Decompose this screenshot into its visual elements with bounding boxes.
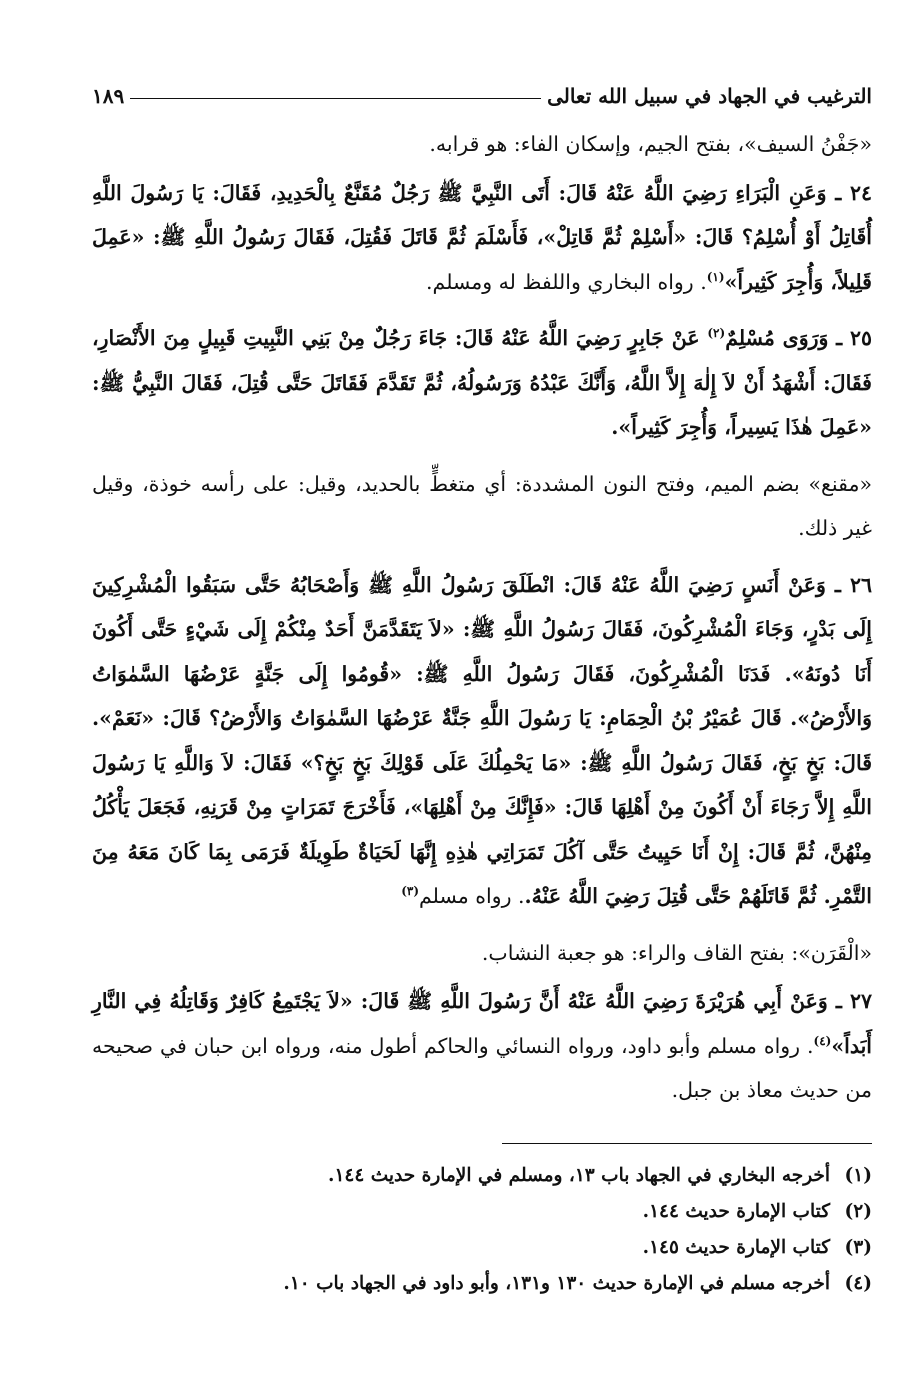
footnote-ref-4: (٤) (813, 1033, 832, 1048)
hadith-24 (92, 171, 872, 305)
book-page (92, 64, 872, 1302)
hadith-26 (92, 563, 872, 919)
footnote-ref-3: (٣) (401, 884, 420, 899)
footnote-text: كتاب الإمارة حديث ١٤٤. (642, 1200, 830, 1222)
hadith-26-text: ٢٦ ـ وَعَنْ أَنَسٍ رَضِيَ اللَّهُ عَنْهُ قَالَ: انْطَلَقَ رَسُولُ اللَّهِ ﷺ وَأَصْحَابُهُ حَتَّى سَبَقُوا الْمُشْرِكِينَ إِلَى بَدْرٍ، وَجَاءَ الْمُشْرِكُونَ، فَقَالَ رَسُولُ اللَّهِ ﷺ: «لاَ يَتَقَدَّمَنَّ أَحَدٌ مِنْكُمْ إِلَى شَيْءٍ حَتَّى أَكُونَ أَنَا دُونَهُ». فَدَنَا الْمُشْرِكُونَ، فَقَالَ رَسُولُ اللَّهِ ﷺ: «قُومُوا إِلَى جَنَّةٍ عَرْضُهَا السَّمٰوَاتُ وَالأَرْضُ». قَالَ عُمَيْرُ بْنُ الْحِمَامِ: يَا رَسُولَ اللَّهِ جَنَّةٌ عَرْضُهَا السَّمٰوَاتُ وَالأَرْضُ؟ قَالَ: «نَعَمْ». قَالَ: بَخٍ بَخٍ، فَقَالَ رَسُولُ اللَّهِ ﷺ: «مَا يَحْمِلُكَ عَلَى قَوْلِكَ بَخٍ بَخٍ؟» فَقَالَ: لاَ وَاللَّهِ يَا رَسُولَ اللَّهِ إِلاَّ رَجَاءَ أَنْ أَكُونَ مِنْ أَهْلِهَا قَالَ: «فَإِنَّكَ مِنْ أَهْلِهَا»، فَأَخْرَجَ تَمَرَاتٍ مِنْ قَرَنِهِ، فَجَعَلَ يَأْكُلُ مِنْهُنَّ، ثُمَّ قَالَ: إِنْ أَنَا حَيِيتُ حَتَّى آكُلَ تَمَرَاتِي هٰذِهِ إِنَّهَا لَحَيَاةٌ طَوِيلَةٌ فَرَمَى بِمَا كَانَ مَعَهُ مِنَ التَّمْرِ. ثُمَّ قَاتَلَهُمْ حَتَّى قُتِلَ رَضِيَ اللَّهُ عَنْهُ. (92, 572, 873, 908)
header-title: الترغيب في الجهاد في سبيل الله تعالى (547, 84, 872, 108)
hadith-24-text: ٢٤ ـ وَعَنِ الْبَرَاءِ رَضِيَ اللَّهُ عَنْهُ قَالَ: أَتَى النَّبِيَّ ﷺ رَجُلٌ مُقَنَّعٌ بِالْحَدِيدِ، فَقَالَ: يَا رَسُولَ اللَّهِ أُقَاتِلُ أَوْ أُسْلِمُ؟ قَالَ: «أَسْلِمْ ثُمَّ قَاتِلْ»، فَأَسْلَمَ ثُمَّ قَاتَلَ فَقُتِلَ، فَقَالَ رَسُولُ اللَّهِ ﷺ: «عَمِلَ قَلِيلاً، وَأُجِرَ كَثِيراً» (92, 180, 872, 294)
hadith-24-source: . رواه البخاري واللفظ له ومسلم. (426, 269, 707, 294)
footnote-number: (٢) (844, 1200, 872, 1222)
footnote-item (92, 1158, 872, 1194)
note-muqanna (92, 462, 872, 551)
header-rule (130, 98, 541, 99)
hadith-27-text: ٢٧ ـ وَعَنْ أَبِي هُرَيْرَةَ رَضِيَ اللَّهُ عَنْهُ أَنَّ رَسُولَ اللَّهِ ﷺ قَالَ: «لاَ يَجْتَمِعُ كَافِرٌ وَقَاتِلُهُ فِي النَّارِ أَبَداً» (92, 989, 872, 1058)
hadith-27-source: . رواه مسلم وأبو داود، ورواه النسائي والحاكم أطول منه، ورواه ابن حبان في صحيحه من حديث معاذ بن جبل. (92, 1033, 872, 1102)
hadith-25-text: ٢٥ ـ وَرَوَى مُسْلِمٌ (725, 326, 872, 350)
footnote-text: أخرجه مسلم في الإمارة حديث ١٣٠ و١٣١، وأبو داود في الجهاد باب ١٠. (283, 1272, 830, 1294)
hadith-27 (92, 979, 872, 1113)
page-number: ١٨٩ (92, 84, 125, 108)
note-qaran-text: «الْقَرَن»: بفتح القاف والراء: هو جعبة النشاب. (481, 940, 872, 965)
footnote-ref-2: (٢) (707, 326, 726, 341)
running-header (92, 64, 872, 108)
footnote-item (92, 1194, 872, 1230)
hadith-26-source: . رواه مسلم (419, 884, 525, 908)
footnote-number: (٤) (844, 1272, 872, 1294)
footnote-ref-1: (١) (706, 269, 725, 284)
note-jafn-text: «جَفْنُ السيف»، بفتح الجيم، وإسكان الفاء: هو قرابه. (429, 132, 872, 156)
note-qaran (92, 931, 872, 976)
hadith-25 (92, 316, 872, 450)
footnote-item (92, 1230, 872, 1266)
main-text (92, 122, 872, 1113)
footnote-item (92, 1266, 872, 1302)
note-muqanna-text: «مقنع» بضم الميم، وفتح النون المشددة: أي متغطٍّ بالحديد، وقيل: على رأسه خوذة، وقيل غير ذلك. (92, 471, 872, 540)
note-jafn (92, 122, 872, 167)
footnote-text: أخرجه البخاري في الجهاد باب ١٣، ومسلم في الإمارة حديث ١٤٤. (328, 1164, 830, 1186)
hadith-25-body: عَنْ جَابِرٍ رَضِيَ اللَّهُ عَنْهُ قَالَ: جَاءَ رَجُلٌ مِنْ بَنِي النَّبِيتِ قَبِيلٍ مِنَ الأَنْصَارِ، فَقَالَ: أَشْهَدُ أَنْ لاَ إِلٰهَ إِلاَّ اللَّهُ، وَأَنَّكَ عَبْدُهُ وَرَسُولُهُ، ثُمَّ تَقَدَّمَ فَقَاتَلَ حَتَّى قُتِلَ، فَقَالَ النَّبِيُّ ﷺ: «عَمِلَ هٰذَا يَسِيراً، وَأُجِرَ كَثِيراً». (92, 326, 872, 439)
footnote-number: (٣) (844, 1236, 872, 1258)
footnote-separator (502, 1143, 872, 1144)
footnote-text: كتاب الإمارة حديث ١٤٥. (642, 1236, 830, 1258)
footnote-number: (١) (844, 1164, 872, 1186)
footnotes (92, 1158, 872, 1302)
